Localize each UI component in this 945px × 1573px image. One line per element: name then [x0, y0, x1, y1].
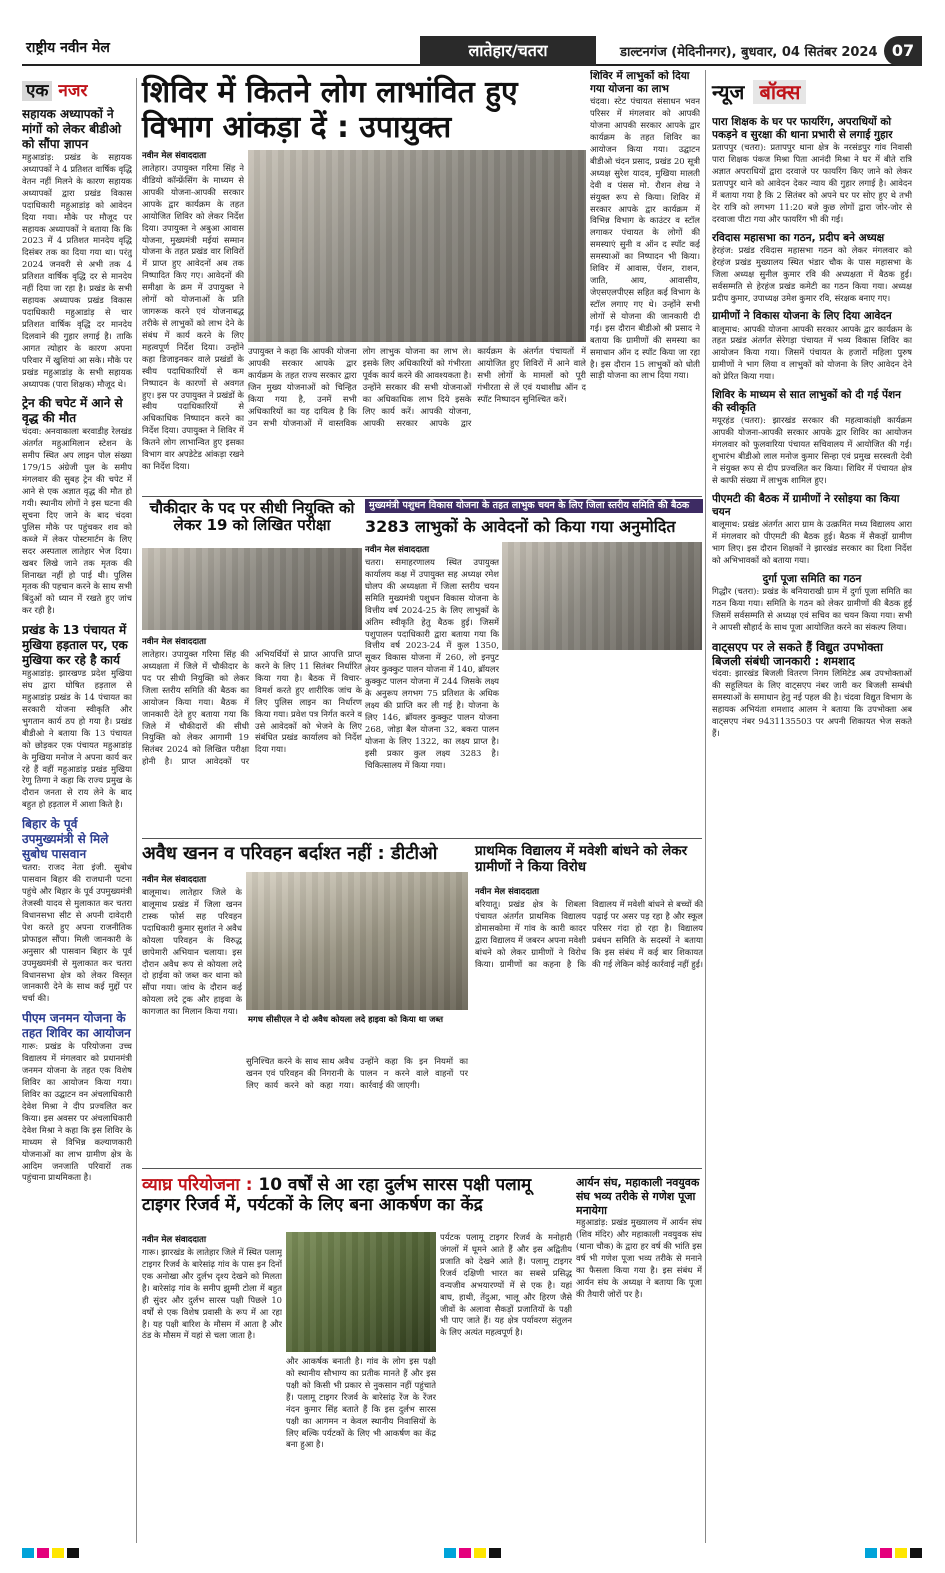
- saras-tag: व्याघ्र परियोजना :: [142, 1175, 253, 1195]
- newsbox-body: प्रतापपुर (चतरा): प्रतापपुर थाना क्षेत्र के नरसंडपुर गांव निवासी पारा शिक्षक पंकज मिश्रा पिता आनंदी मिश्रा ने घर में बीते रात्रि अज्ञात अपराधियों द्वारा दरवाजे पर फायरिंग किए जाने को लेकर प्रतापपुर थाने को आवेदन देकर न्याय की गुहार लगाई है। आवेदन में बताया गया है कि 2 सितंबर को अपने घर पर सोए हुए थे तभी देर रात्रि को लगभग 11:20 बजे कुछ लोगों द्वारा जोर-जोर से दरवाजा पीटा गया और फायरिंग भी की गई।: [712, 142, 912, 224]
- newsbox-body: बालूमाथ: प्रखंड अंतर्गत आरा ग्राम के उत्क्रमित मध्य विद्यालय आरा में मंगलवार को पीएमटी की बैठक हुई। बैठक में सैकड़ों ग्रामीण भाग लिए। इस दौरान शिक्षकों ने झारखंड सरकार का दिशा निर्देश को अभिभावकों को बताया गया।: [712, 519, 912, 565]
- paper-name: राष्ट्रीय नवीन मेल: [26, 40, 110, 56]
- saras-body-3: पर्यटक पलामू टाइगर रिजर्व के मनोहारी जंगलों में घूमने आते हैं और इस अद्वितीय प्रजाति को देखने आते हैं। पलामू टाइगर रिजर्व दक्षिणी भारत का सबसे प्रसिद्ध वन्यजीव अभयारण्यों में से एक है। यहां बाघ, हाथी, तेंदुआ, भालू और हिरण जैसे जीवों के अलावा सैकड़ों प्रजातियों के पक्षी भी पाए जाते हैं। यह क्षेत्र पर्यावरण संतुलन के लिए अत्यंत महत्वपूर्ण है।: [440, 1232, 572, 1338]
- story-body: महुआडांड़: प्रखंड के सहायक अध्यापकों ने 4 प्रतिशत वार्षिक वृद्धि वेतन नहीं मिलने के कारण सहायक अध्यापकों द्वारा प्रखंड विकास पदाधिकारी महुआडांड़ को आवेदन दिया गया। मौके पर मौजूद पर सहायक अध्यापकों ने बताया कि कि 2023 में 4 प्रतिशत मानदेय वृद्धि दिसंबर तक का दिया गया था। परंतु 2024 जनवरी से अभी तक 4 प्रतिशत वार्षिक वृद्धि दर से मानदेय नहीं दिया जा रहा है। प्रखंड के सभी सहायक अध्यापक प्रखंड विकास पदाधिकारी महुआडांड़ से चार प्रतिशत वार्षिक वृद्धि दर मानदेय दिलवाने की गुहार लगाई है। ताकि आगत त्योहार के कारण अपना परिवार में खुशियां आ सके। मौके पर प्रखंड महुआडांड़ के सभी सहायक अध्यापक (पारा शिक्षक) मौजूद थे।: [22, 152, 132, 389]
- newsbox-body: बालूमाथ: आपकी योजना आपकी सरकार आपके द्वार कार्यक्रम के तहत प्रखंड अंतर्गत सेरेगड़ा पंचायत में भव्य विकास शिविर का आयोजन किया गया। जिसमें पंचायत के हजारों महिला पुरुष ग्रामीणों ने भाग लिया व लाभुकों को योजना के लिए आवेदन देने को प्रेरित किया गया।: [712, 323, 912, 382]
- left-column: [22, 78, 132, 1543]
- story-body: गारू: प्रखंड के परियोजना उच्च विद्यालय में मंगलवार को प्रधानमंत्री जनमन योजना के तहत एक विशेष शिविर का आयोजन किया गया। शिविर का उद्घाटन वन अंचलाधिकारी देवेश मिश्रा ने दीप प्रज्वलित कर किया। इस अवसर पर अंचलाधिकारी देवेश मिश्रा ने कहा कि इस शिविर के माध्यम से विभिन्न कल्याणकारी योजनाओं का लाभ ग्रामीण क्षेत्र के आदिम जनजाति परिवारों तक पहुंचाना प्राथमिकता है।: [22, 1041, 132, 1183]
- lead-body-continued: उपायुक्त ने कहा कि आपकी योजना आपकी सरकार आपके द्वार कार्यक्रम के तहत राज्य सरकार द्वारा जिन मुख्य योजनाओं को चिन्हित किया गया है, उनमें सभी अधिकारियों का यह दायित्व है कि उन सभी योजनाओं में वास्तविक लोग लाभुक योजना का लाभ ले। इसके लिए अधिकारियों को गंभीरता पूर्वक कार्य करने की आवश्यकता है। उन्होंने सरकार की सभी योजनाओं का अधिकाधिक लाभ दिये इसके लिए कार्य करें। आपकी योजना, आपकी सरकार आपके द्वार कार्यक्रम के अंतर्गत पंचायतों में आयोजित हुए शिविरों में आने वाले सभी लोगों के मामलों को पूरी गंभीरता से लें एवं यथाशीघ्र ऑन द स्पॉट निष्पादन सुनिश्चित करें।: [248, 346, 586, 428]
- color-registration-bar: [22, 1548, 922, 1558]
- lead-body-col2: [248, 346, 586, 492]
- illegal-mining-body: नवीन मेल संवाददाता बालूमाथ। लातेहार जिले के बालूमाथ प्रखंड में जिला खनन टास्क फोर्स सह परिवहन पदाधिकारी कुमार सुशांत ने अवैध कोयला परिवहन के विरुद्ध छापेमारी अभियान चलाया। इस दौरान अवैध रूप से कोयला लदे दो हाईवा को जब्त कर थाना को सौंपा गया। जांच के दौरान कई कोयला लदे ट्रक और हाइवा के कागजात का मिलान किया गया।: [142, 875, 242, 1017]
- ek-nazar-kicker: एक नजर: [22, 78, 132, 101]
- newsbox-body: हेरहंज: प्रखंड रविदास महासभा गठन को लेकर मंगलवार को हेरहंज प्रखंड मुख्यालय स्थित भंडार चौक के पास महासभा के जिला अध्यक्ष सुनील कुमार रवि की अध्यक्षता में बैठक हुई। सर्वसम्मति से हेरहंज प्रखंड कमेटी का गठन किया गया। अध्यक्ष प्रदीप कुमार, उपाध्यक्ष उमेश कुमार रवि, संरक्षक बनाए गए।: [712, 244, 912, 303]
- school-body: नवीन मेल संवाददाता बरियातू। प्रखंड क्षेत्र के शिबला पंचायत अंतर्गत प्राथमिक विद्यालय डोमासकोमा में गांव के कारी कादर द्वारा विद्यालय में जबरन अपना मवेशी बांधने को लेकर ग्रामीणों ने विरोध किया। ग्रामीणों का कहना है कि विद्यालय में मवेशी बांधने से बच्चों की पढ़ाई पर असर पड़ रहा है और स्कूल परिसर गंदा हो रहा है। विद्यालय प्रबंधन समिति के सदस्यों ने बताया कि इस संबंध में कई बार शिकायत की गई लेकिन कोई कार्रवाई नहीं हुई।: [475, 887, 703, 969]
- camp-headline: शिविर में लाभुकों को दिया गया योजना का लाभ: [590, 70, 690, 96]
- page-number: 07: [884, 36, 922, 66]
- story-headline: सहायक अध्यापकों ने मांगों को लेकर बीडीओ को सौंपा ज्ञापन: [22, 107, 122, 151]
- lead-byline: नवीन मेल संवाददाता: [142, 151, 207, 161]
- illegal-mining-headline: अवैध खनन व परिवहन बर्दाश्त नहीं : डीटीओ: [142, 843, 438, 864]
- lead-body: लातेहार। उपायुक्त गरिमा सिंह ने वीडियो कॉन्फ्रेंसिंग के माध्यम से आपकी योजना-आपकी सरकार आपके द्वार कार्यक्रम के तहत आयोजित शिविर को लेकर निर्देश दिया। उपायुक्त ने अबुआ आवास योजना, मुख्यमंत्री मईयां सम्मान योजना के तहत प्रखंड वार शिविरों में प्राप्त हुए आवेदनों अब तक निष्पादित किए गए। आवेदनों की समीक्षा के क्रम में उपायुक्त ने लोगों को योजनाओं के प्रति जागरूक करने एवं योजनाबद्ध तरीके से लाभुकों को लाभ देने के संबंध में कार्य करने के लिए महत्वपूर्ण निर्देश दिया। उन्होंने कहा डिजाइनकर वाले प्रखंडों के स्वीय पदाधिकारियों से कम निष्पादन के कारणों से अवगत हुए। इस पर उपायुक्त ने प्रखंडों के स्वीय पदाधिकारियों से अधिकाधिक निष्पादन करने का निर्देश दिया। उपायुक्त ने शिविर में कितने लोग लाभान्वित हुए इसका विभाग वार अपडेटेड आंकड़ा रखने का निर्देश दिया।: [142, 163, 244, 472]
- lead-body-col1: [142, 148, 244, 488]
- camp-story: [590, 70, 700, 495]
- photo-caption: मगध सीसीएल ने दो अवैध कोयला लदे हाइवा को किया था जब्त: [246, 1012, 468, 1027]
- newsbox-headline: पीएमटी की बैठक में ग्रामीणों ने रसोइया का किया चयन: [712, 492, 900, 519]
- chowkidar-headline: चौकीदार के पद पर सीधी नियुक्ति को लेकर 19 को लिखित परीक्षा: [149, 499, 355, 535]
- lead-photo: [248, 150, 586, 342]
- newsbox-body: मयूरहंड (चतरा): झारखंड सरकार की महत्वाकांक्षी कार्यक्रम आपकी योजना-आपकी सरकार आपके द्वार शिविर का आयोजन मंगलवार को फुलवारिया पंचायत सचिवालय में आयोजित की गई। शुभारंभ बीडीओ लाल मनोज कुमार सिन्हा एवं प्रमुख सरस्वती देवी ने संयुक्त रूप से दीप प्रज्वलित कर किया। शिविर में पंचायत क्षेत्र से काफी संख्या में लाभुक शामिल हुए।: [712, 415, 912, 486]
- newsbox-headline: रविदास महासभा का गठन, प्रदीप बने अध्यक्ष: [712, 231, 885, 244]
- lead-headline: शिविर में कितने लोग लाभांवित हुए विभाग आंकड़ा दें : उपायुक्त: [142, 75, 518, 145]
- saras-body-2: और आकर्षक बनाती है। गांव के लोग इस पक्षी को स्थानीय सौभाग्य का प्रतीक मानते हैं और इस पक्षी को किसी भी प्रकार से नुकसान नहीं पहुंचाते हैं। पलामू टाइगर रिजर्व के बारेसांढ़ रेंज के रेंजर नंदन कुमार सिंह बताते हैं कि इस दुर्लभ सारस पक्षी का आगमन न केवल स्थानीय निवासियों के लिए बल्कि पर्यटकों के लिए भी आकर्षण का केंद्र बना हुआ है।: [286, 1356, 436, 1450]
- news-box: [712, 110, 912, 1543]
- newsbox-headline: पारा शिक्षक के घर पर फायरिंग, अपराधियों को पकड़ने व सुरक्षा की थाना प्रभारी से लगाई गुहार: [712, 116, 893, 142]
- scheme-banner: मुख्यमंत्री पशुधन विकास योजना के तहत लाभुक चयन के लिए जिला स्तरीय समिति की बैठक: [365, 499, 703, 513]
- masthead: [22, 36, 922, 66]
- newsbox-body: चंदवा: झारखंड बिजली वितरण निगम लिमिटेड अब उपभोक्ताओं की सहूलियत के लिए वाट्सएप नंबर जारी कर बिजली सम्बंधी समस्याओं के समाधान हेतु नई पहल की है। चंदवा विद्युत विभाग के सहायक अभियंता शमशाद आलम ने बताया कि उपभोक्ता अब वाट्सएप नंबर 9431135503 पर अपनी शिकायत भेज सकते हैं।: [712, 668, 912, 739]
- saras-headline: व्याघ्र परियोजना : 10 वर्षों से आ रहा दुर्लभ सारस पक्षी पलामू टाइगर रिजर्व में, पर्यटकों के लिए बना आकर्षण का केंद्र: [142, 1175, 532, 1215]
- chowkidar-body: नवीन मेल संवाददाता लातेहार। उपायुक्त गरिमा सिंह की अध्यक्षता में जिले में चौकीदार के पद पर सीधी नियुक्ति को लेकर जिला स्तरीय समिति की बैठक का आयोजन किया गया। बैठक में जानकारी देते हुए बताया गया कि जिले में चौकीदारों की सीधी नियुक्ति को लेकर आगामी 19 सितंबर 2024 को लिखित परीक्षा होनी है। प्राप्त आवेदकों पर अभियर्थियों से प्राप्त आपत्ति प्राप्त करने के लिए 11 सितंबर निर्धारित किया गया है। बैठक में विचार-विमर्श करते हुए शारीरिक जांच के लिए पुलिस लाइन का निर्धारण किया गया। प्रवेश पत्र निर्गत करने व उसे आवेदकों को भेजने के लिए संबंधित प्रखंड कार्यालय को निर्देश दिया गया।: [142, 637, 362, 767]
- truck-photo: [246, 872, 468, 1010]
- story-headline: ट्रेन की चपेट में आने से वृद्ध की मौत: [22, 396, 123, 426]
- section-divider: [142, 496, 702, 497]
- story-headline: बिहार के पूर्व उपमुख्यमंत्री से मिले सुबोध पासवान: [22, 817, 109, 862]
- story-body: चतरा: राजद नेता इंजी. सुबोध पासवान बिहार की राजधानी पटना पहुंचे और बिहार के पूर्व उपमुख्यमंत्री तेजस्वी यादव से मुलाकात कर चतरा विधानसभा सीट से अपनी दावेदारी पेश करते हुए अपना राजनीतिक प्रोफाइल सौंपा। मिली जानकारी के अनुसार श्री पासवान बिहार के पूर्व उपमुख्यमंत्री से मुलाकात कर चतरा विधानसभा क्षेत्र को लेकर विस्तृत जानकारी देने के साथ कई मुद्दों पर चर्चा की।: [22, 862, 132, 1004]
- ganesh-puja-story: आर्यन संघ, महाकाली नवयुवक संघ भव्य तरीके से गणेश पूजा मनायेगा महुआडांड़: प्रखंड मुख्यालय में आर्यन संघ (शिव मंदिर) और महाकाली नवयुवक संघ (थाना चौक) के द्वारा हर वर्ष की भांति इस वर्ष भी गणेश पूजा भव्य तरीके से मनाने का फैसला किया गया है। इस संबंध में आर्यन संघ के अध्यक्ष ने बताया कि पूजा की तैयारी जोरों पर है।: [576, 1176, 702, 1299]
- story-body: महुआडांड़: झारखण्ड प्रदेश मुखिया संघ द्वारा घोषित हड़ताल से महुआडांड़ प्रखंड के 14 पंचायत का सरकारी योजना स्वीकृति और भुगतान कार्य ठप हो गया है। प्रखंड बीडीओ ने बताया कि 13 पंचायत को छोड़कर एक पंचायत महुआडांड़ के मुखिया मनोज ने अपना कार्य कर रहे हैं वहीं महुआडांड़ प्रखंड मुखिया रेणु तिग्गा ने कहा कि राज्य प्रमुख के दौरान जनता से राय लेने के बाद बहुत हो हड़ताल में आशा किते है।: [22, 668, 132, 810]
- newsbox-headline: वाट्सएप पर ले सकते हैं विद्युत उपभोक्ता बिजली संबंधी जानकारी : शमशाद: [712, 639, 883, 669]
- section-divider: [142, 838, 702, 839]
- camp-body: चंदवा। स्टेट पंचायत संसाधन भवन परिसर में मंगलवार को आपकी योजना आपकी सरकार आपके द्वार कार्यक्रम के तहत शिविर का आयोजन किया गया। उद्घाटन बीडीओ चंदन प्रसाद, प्रखंड 20 सूत्री अध्यक्ष सुरेश यादव, मुखिया मालती देवी व पंसस मो. रौशन शेख ने संयुक्त रूप से किया। शिविर में सरकार आपके द्वार कार्यक्रम में विभिन्न विभाग के काउंटर व स्टॉल लगाकर पंचायत के लोगों की समस्याएं सुनी व ऑन द स्पॉट कई समस्याओं का निष्पादन भी किया। शिविर में आवास, पेंशन, राशन, जाति, आय, आवासीय, जेएसएलपीएस सहित कई विभाग के स्टॉल लगाए गए थे। उन्होंने सभी लोगों से योजना की जानकारी दी गई। इस दौरान बीडीओ श्री प्रसाद ने बताया कि ग्रामीणों की समस्या का समाधान ऑन द स्पॉट किया जा रहा है। इस दौरान 15 लाभुकों को धोती साड़ी योजना का लाभ दिया गया।: [590, 96, 700, 381]
- meeting-photo: [502, 542, 702, 650]
- saras-bird-photo: [286, 1232, 436, 1352]
- newsbox-headline: ग्रामीणों ने विकास योजना के लिए दिया आवेदन: [712, 310, 892, 323]
- newsbox-headline: शिविर के माध्यम से सात लाभुकों को दी गई पेंशन की स्वीकृति: [712, 389, 901, 415]
- section-divider: [142, 1168, 702, 1169]
- column-divider: [136, 78, 137, 1543]
- illegal-mining-body-2: सुनिश्चित करने के साथ साथ अवैध खनन एवं परिवहन की निगरानी के लिए कार्य करने को कहा गया। उन्होंने कहा कि इन नियमों का पालन न करने वाले वाहनों पर कार्रवाई की जाएगी।: [246, 1056, 468, 1090]
- story-headline: पीएम जनमन योजना के तहत शिविर का आयोजन: [22, 1011, 131, 1041]
- beneficiaries-headline: 3283 लाभुकों के आवेदनों को किया गया अनुमोदित: [365, 517, 676, 536]
- newsbox-headline: दुर्गा पूजा समिति का गठन: [762, 572, 862, 585]
- news-box-title: न्यूज बॉक्स: [712, 78, 912, 108]
- section-title: लातेहार/चतरा: [420, 36, 596, 66]
- school-headline: प्राथमिक विद्यालय में मवेशी बांधने को लेकर ग्रामीणों ने किया विरोध: [475, 843, 688, 875]
- column-divider: [705, 70, 706, 1543]
- chowkidar-photo: [142, 548, 362, 630]
- dateline: डाल्टनगंज (मेदिनीनगर), बुधवार, 04 सितंबर 2024: [620, 45, 878, 60]
- story-headline: प्रखंड के 13 पंचायत में मुखिया हड़ताल पर, एक मुखिया कर रहे है कार्य: [22, 623, 128, 668]
- newsbox-body: गिद्धौर (चतरा): प्रखंड के बनियाराखी ग्राम में दुर्गा पूजा समिति का गठन किया गया। समिति के गठन को लेकर ग्रामीणों की बैठक हुई जिसमें सर्वसम्मति से अध्यक्ष एवं सचिव का चयन किया गया। सभी ने आपसी सौहार्द के साथ पूजा आयोजित करने का संकल्प लिया।: [712, 586, 912, 632]
- story-body: चंदवा: अनवाकाला बरवाडीह रेलखंड अंतर्गत महुआमिलान स्टेशन के समीप स्थित अप लाइन पोल संख्या 179/15 अंग्रेजी पुल के समीप मंगलवार की सुबह ट्रेन की चपेट में आने से एक अज्ञात वृद्ध की मौत हो गयी। स्थानीय लोगों ने इस घटना की सूचना दिए जाने के बाद चंदवा पुलिस मौके पर पहुंचकर शव को कब्जे में लेकर पोस्टमार्टम के लिए सदर अस्पताल लातेहार भेज दिया। खबर लिखे जाने तक मृतक की शिनाख्त नहीं हो पाई थी। पुलिस मृतक की पहचान करने के साथ सभी बिंदुओं को ध्यान में रखते हुए जांच कर रही है।: [22, 426, 132, 616]
- saras-body-1: नवीन मेल संवाददाता गारू। झारखंड के लातेहार जिले में स्थित पलामू टाइगर रिजर्व के बारेसांढ़ गांव के पास इन दिनों एक अनोखा और दुर्लभ दृश्य देखने को मिलता है। बारेसांढ़ गांव के समीप झुम्मी टोला में बहुत ही सुंदर और दुर्लभ सारस पक्षी पिछले 10 वर्षों से एक विशेष प्रवासी के रूप में आ रहा है। यह पक्षी बारिश के मौसम में आता है और ठंड के मौसम में यहां से चला जाता है।: [142, 1235, 282, 1341]
- beneficiaries-body: नवीन मेल संवाददाता चतरा। समाहरणालय स्थित उपायुक्त कार्यालय कक्ष में उपायुक्त सह अध्यक्ष रमेश घोलप की अध्यक्षता में जिला स्तरीय चयन समिति मुख्यमंत्री पशुधन विकास योजना के वित्तीय वर्ष 2024-25 के लिए लाभुकों के अंतिम स्वीकृति हेतु बैठक हुई। जिसमें पशुपालन पदाधिकारी द्वारा बताया गया कि वित्तीय वर्ष 2023-24 में कुल 1350, सूकर विकास योजना में 260, लो इनपुट लेयर कुक्कुट पालन योजना में 140, ब्रॉयलर कुक्कुट पालन योजना में 244 जिसके लक्ष्य के अनुरूप लगभग 75 प्रतिशत के अधिक लक्ष्य की प्राप्ति कर ली गई है। योजना के लिए 146, ब्रॉयलर कुक्कुट पालन योजना 268, जोड़ा बैल योजना 32, बकरा पालन योजना के लिए 1322, का लक्ष्य प्राप्त है। इसी प्रकार कुल लक्ष्य 3283 है। चिकित्सालय में किया गया।: [365, 545, 499, 770]
